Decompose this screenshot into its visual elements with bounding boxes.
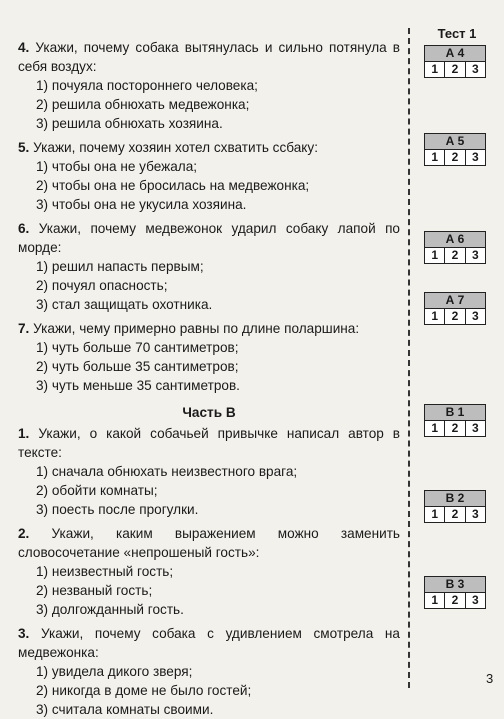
option: 1) чуть больше 70 сантиметров; [36,340,239,355]
answer-cell-3[interactable]: 3 [465,421,485,436]
option: 2) обойти комнаты; [36,483,158,498]
answer-cell-1[interactable]: 1 [431,150,438,164]
answer-cell-1[interactable]: 1 [431,593,438,607]
option: 1) чтобы она не убежала; [36,159,198,174]
answer-cell-3[interactable]: 3 [465,248,485,263]
answer-box-label: В 2 [425,491,485,507]
question-number: 2. [18,526,30,541]
answer-box-label: А 4 [425,46,485,62]
question-number: 6. [18,221,30,236]
question-text: Укажи, чему примерно равны по длине поларшина: [33,321,360,336]
option: 2) почуял опасность; [36,278,168,293]
question-b2 [18,524,400,619]
part-b-title: Часть В [182,405,236,420]
answer-cell-3[interactable]: 3 [465,62,485,77]
answer-cell-3[interactable]: 3 [465,593,485,608]
answer-box-b2 [424,490,486,523]
answer-box-label: А 6 [425,232,485,248]
answer-cell-1[interactable]: 1 [431,62,438,76]
answer-box-b3 [424,576,486,609]
option: 3) чтобы она не укусила хозяина. [36,197,247,212]
question-text: Укажи, почему хозяин хотел схватить ссбаку: [33,140,318,155]
option: 3) стал защищать охотника. [36,297,213,312]
option: 3) поесть после прогулки. [36,502,199,517]
answer-cell-2[interactable]: 2 [444,62,464,77]
question-text: Укажи, почему медвежонок ударил собаку лапой по морде: [18,221,400,255]
question-number: 3. [18,626,30,641]
option: 2) решила обнюхать медвежонка; [36,97,250,112]
answer-cell-3[interactable]: 3 [465,150,485,165]
questions-column [18,38,400,719]
question-text: Укажи, каким выражением можно заменить словосочетание «непрошеный гость»: [18,526,401,560]
answer-box-label: А 5 [425,134,485,150]
question-text: Укажи, о какой собачьей привычке написал автор в тексте: [18,426,400,460]
question-number: 1. [18,426,30,441]
answer-box-label: В 3 [425,577,485,593]
option: 3) чуть меньше 35 сантиметров. [36,378,240,393]
answer-cell-3[interactable]: 3 [465,507,485,522]
answer-cell-1[interactable]: 1 [431,421,438,435]
option: 2) незваный гость; [36,583,153,598]
answer-box-label: А 7 [425,293,485,309]
answer-cell-2[interactable]: 2 [444,421,464,436]
cut-line-divider [408,28,410,688]
question-text: Укажи, почему собака вытянулась и сильно потянула в себя воздух: [18,40,400,74]
page-number: 3 [486,671,494,686]
question-number: 5. [18,140,30,155]
option: 1) увидела дикого зверя; [36,664,193,679]
option: 2) никогда в доме не было гостей; [36,683,252,698]
answer-cell-2[interactable]: 2 [444,248,464,263]
option: 1) сначала обнюхать неизвестного врага; [36,464,298,479]
answer-box-label: В 1 [425,405,485,421]
option: 3) считала комнаты своими. [36,702,214,717]
answer-cell-3[interactable]: 3 [465,309,485,324]
question-b3 [18,624,400,719]
answer-box-b1 [424,404,486,437]
option: 1) решил напасть первым; [36,259,204,274]
answer-cell-2[interactable]: 2 [444,507,464,522]
question-text: Укажи, почему собака с удивлением смотрела на медвежонка: [18,626,400,660]
option: 1) неизвестный гость; [36,564,174,579]
answer-cell-1[interactable]: 1 [431,248,438,262]
option: 3) долгожданный гость. [36,602,184,617]
test-title: Тест 1 [437,26,477,41]
question-a5 [18,138,400,214]
question-b1 [18,424,400,519]
question-a4 [18,38,400,133]
question-number: 7. [18,321,30,336]
option: 1) почуяла постороннего человека; [36,78,258,93]
answer-cell-1[interactable]: 1 [431,309,438,323]
option: 3) решила обнюхать хозяина. [36,116,223,131]
answer-cell-2[interactable]: 2 [444,150,464,165]
question-number: 4. [18,40,30,55]
answer-cell-2[interactable]: 2 [444,309,464,324]
question-a7 [18,319,400,395]
option: 2) чуть больше 35 сантиметров; [36,359,239,374]
option: 2) чтобы она не бросилась на медвежонка; [36,178,310,193]
answer-box-a5 [424,133,486,166]
answer-cell-2[interactable]: 2 [444,593,464,608]
question-a6 [18,219,400,314]
answer-box-a4 [424,45,486,78]
answer-cell-1[interactable]: 1 [431,507,438,521]
answer-box-a7 [424,292,486,325]
answer-box-a6 [424,231,486,264]
